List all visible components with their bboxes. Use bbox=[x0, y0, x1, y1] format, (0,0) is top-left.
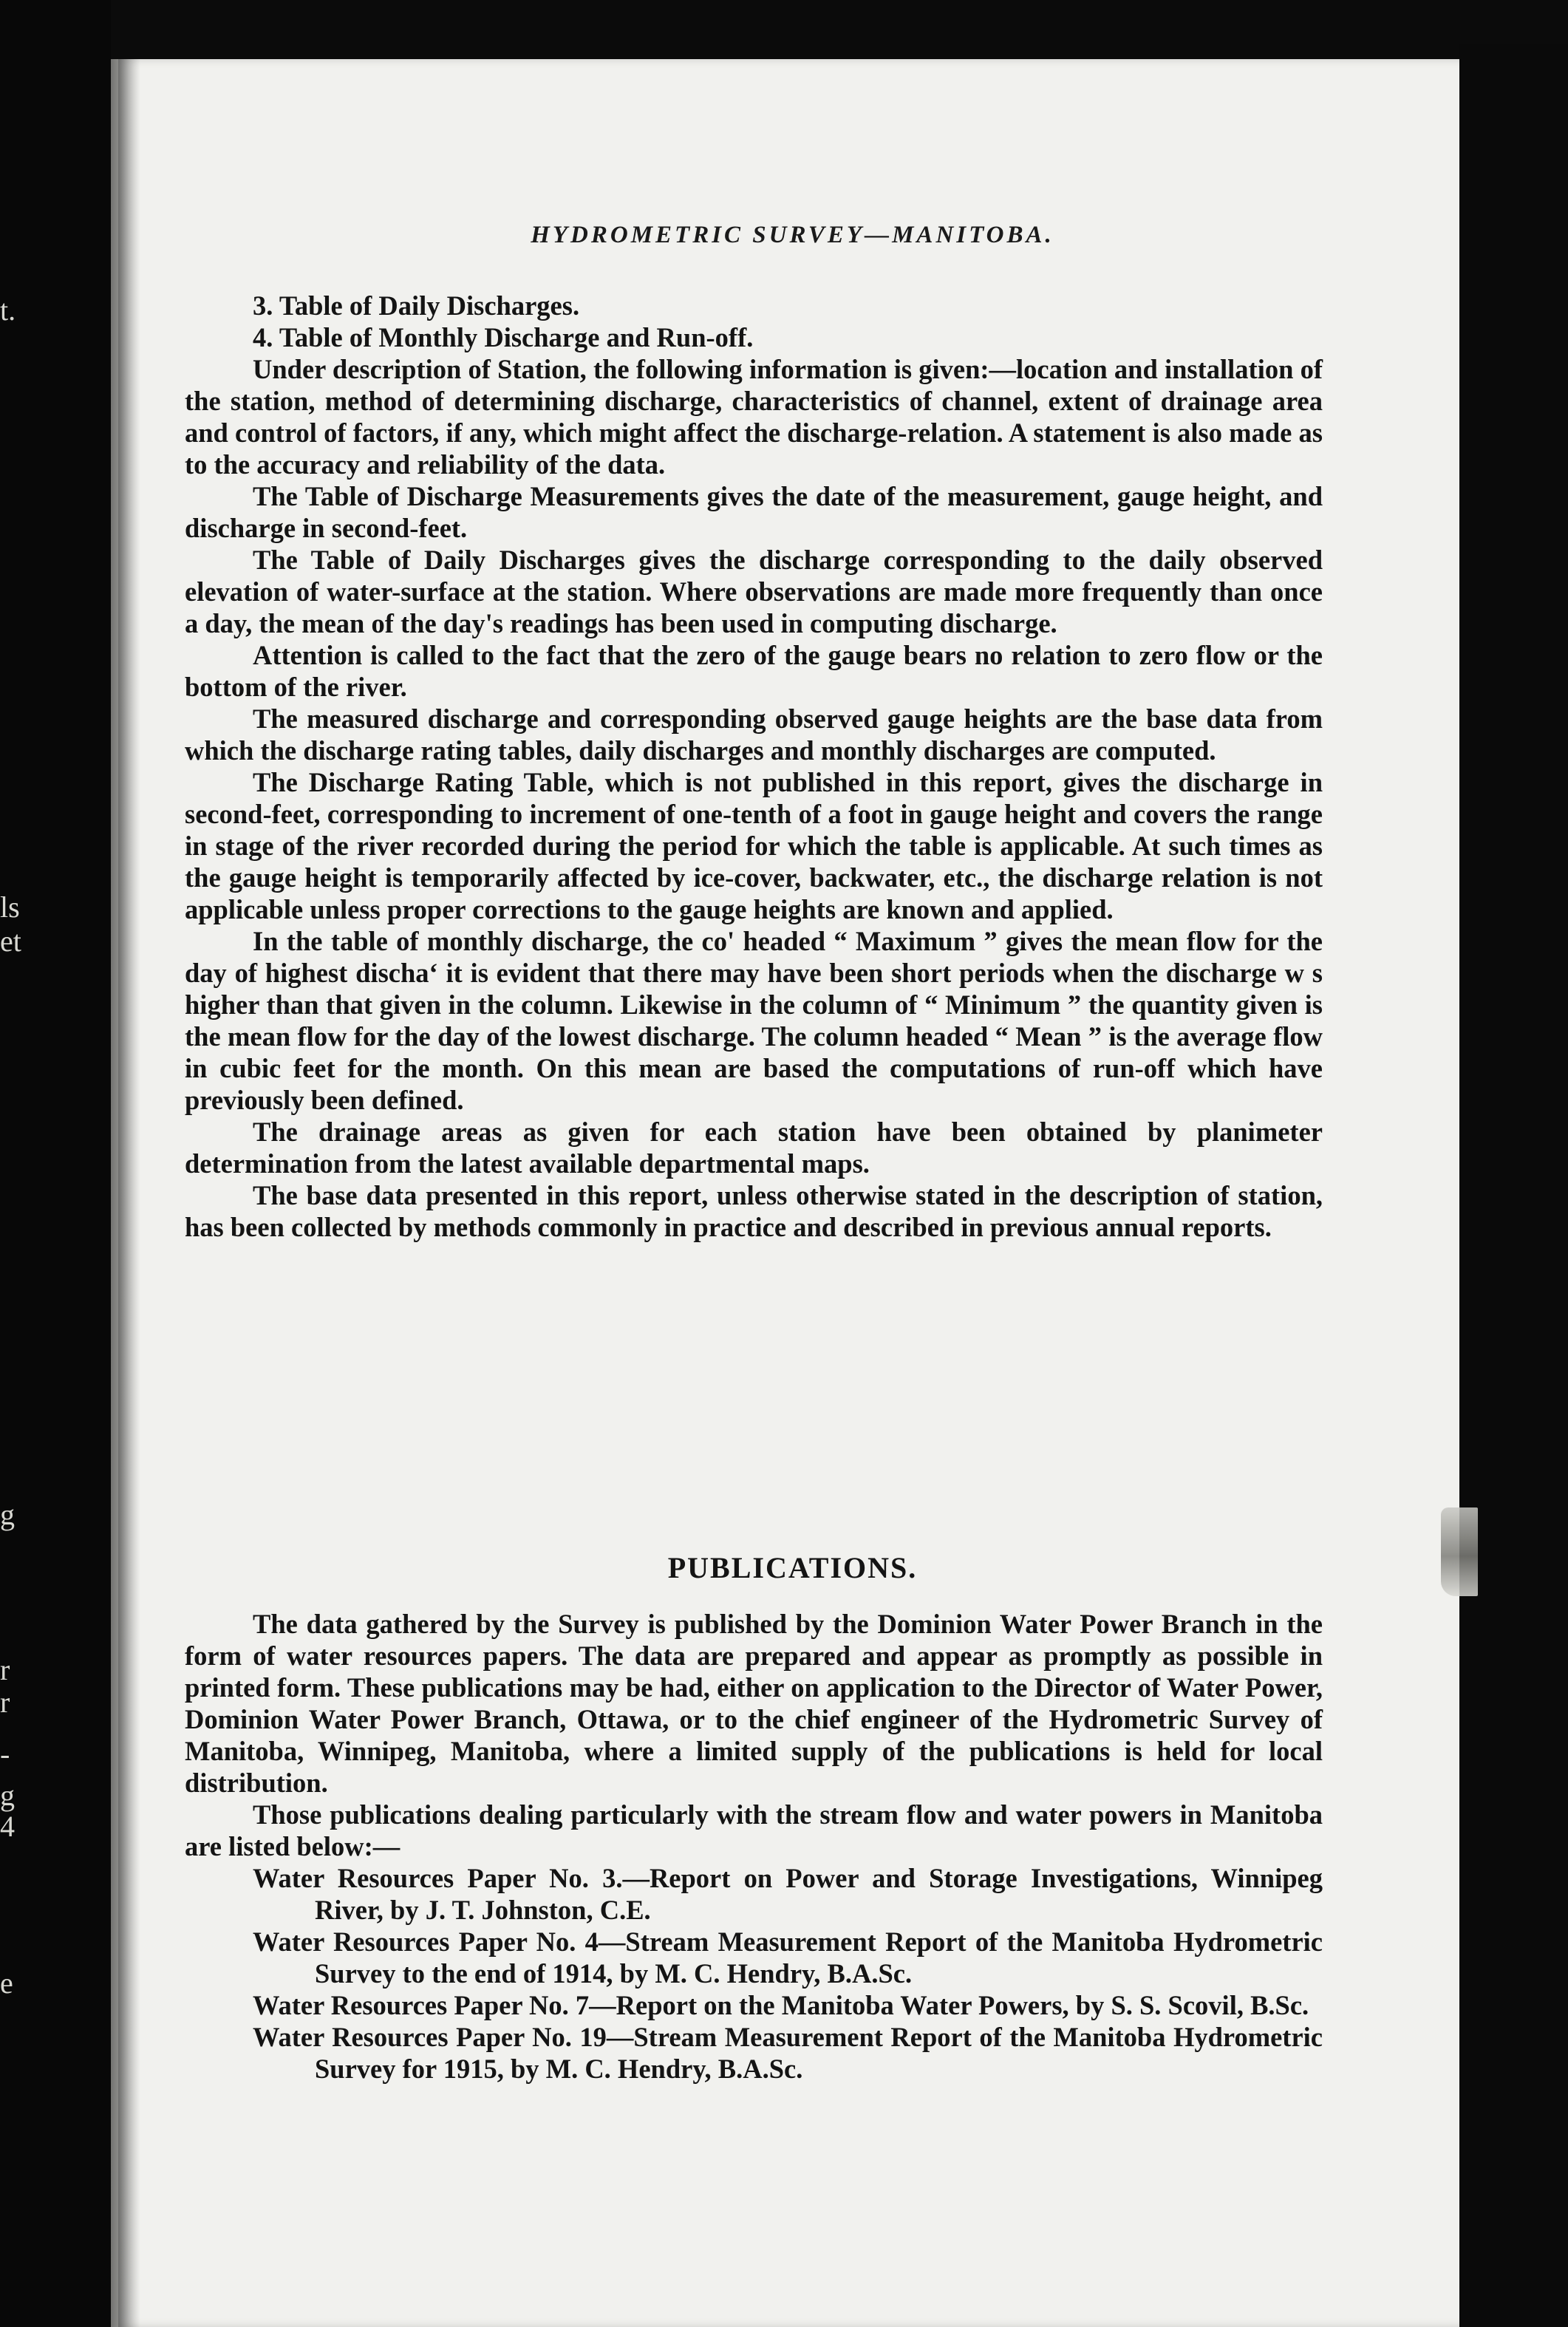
running-header: HYDROMETRIC SURVEY—MANITOBA. bbox=[531, 222, 1054, 248]
list-item: 4. Table of Monthly Discharge and Run-off. bbox=[253, 322, 754, 352]
margin-fragment: r bbox=[0, 1686, 10, 1719]
paragraph: The data gathered by the Survey is published by the Dominion Water Power Branch in the form of water resources papers. The data are prepared and appear as promptly as possible in printed form. These publications may be had, either on application to the Director of Water Power, Dominion Water Power Branch, Ottawa, or to the chief engineer of the Hydrometric Survey of Manitoba, Winnipeg, Manitoba, where a limited supply of the publications is held for local distribution. bbox=[185, 1609, 1323, 1798]
paragraph: The Discharge Rating Table, which is not published in this report, gives the discharge in second-feet, corresponding to increment of one-tenth of a foot in gauge height and covers the range in stage of the river recorded during the period for which the table is applicable. At such times as the gauge height is temporarily affected by ice-cover, backwater, etc., the discharge relation is not applicable unless proper corrections to the gauge heights are known and applied. bbox=[185, 767, 1323, 924]
paragraph: The Table of Daily Discharges gives the discharge corresponding to the daily observed elevation of water-surface at the station. Where observations are made more frequently than once a day, the mean of the day's readings has been used in computing discharge. bbox=[185, 545, 1323, 638]
page-tab-mark bbox=[1441, 1507, 1478, 1596]
margin-fragment: - bbox=[0, 1737, 10, 1771]
margin-fragment: 4 bbox=[0, 1810, 15, 1843]
paragraph: In the table of monthly discharge, the co' headed “ Maximum ” gives the mean flow for the day of highest dischaʻ it is evident that there may have been short periods when the discharge w s higher than that given in the column. Likewise in the column of “ Minimum ” the quantity given is the mean flow for the day of the lowest discharge. The column headed “ Mean ” is the average flow in cubic feet for the month. On this mean are based the computations of run-off which have previously been defined. bbox=[185, 926, 1323, 1115]
body-text bbox=[185, 290, 1323, 1243]
previous-page-edge bbox=[0, 0, 111, 2327]
paragraph: Under description of Station, the following information is given:—location and installation of the station, method of determining discharge, characteristics of channel, extent of drainage area and control of factors, if any, which might affect the discharge-relation. A statement is also made as to the accuracy and reliability of the data. bbox=[185, 354, 1323, 480]
margin-fragment: g bbox=[0, 1779, 15, 1812]
paragraph: Those publications dealing particularly with the stream flow and water powers in Manitoba are listed below:— bbox=[185, 1799, 1323, 1861]
section-title-publications: PUBLICATIONS. bbox=[667, 1551, 918, 1584]
publications-text bbox=[185, 1608, 1323, 2085]
publication-entry: Water Resources Paper No. 3.—Report on Power and Storage Investigations, Winnipeg River, by J. T. Johnston, C.E. bbox=[253, 1863, 1323, 1925]
paragraph: The base data presented in this report, unless otherwise stated in the description of station, has been collected by methods commonly in practice and described in previous annual reports. bbox=[185, 1180, 1323, 1242]
margin-fragment: r bbox=[0, 1653, 10, 1686]
margin-fragment: ls bbox=[0, 890, 20, 924]
publication-entry: Water Resources Paper No. 4—Stream Measurement Report of the Manitoba Hydrometric Survey to the end of 1914, by M. C. Hendry, B.A.Sc. bbox=[253, 1926, 1323, 1989]
margin-fragment: g bbox=[0, 1498, 15, 1531]
spine-shadow bbox=[111, 59, 140, 2327]
paragraph: The drainage areas as given for each station have been obtained by planimeter determination from the latest available departmental maps. bbox=[185, 1117, 1323, 1179]
list-item: 3. Table of Daily Discharges. bbox=[253, 290, 580, 321]
margin-fragment: t. bbox=[0, 293, 16, 327]
margin-fragment: et bbox=[0, 924, 21, 958]
paragraph: The Table of Discharge Measurements gives the date of the measurement, gauge height, and discharge in second-feet. bbox=[185, 481, 1323, 543]
publication-entry: Water Resources Paper No. 19—Stream Measurement Report of the Manitoba Hydrometric Survey for 1915, by M. C. Hendry, B.A.Sc. bbox=[253, 2022, 1323, 2084]
paragraph: The measured discharge and corresponding observed gauge heights are the base data from which the discharge rating tables, daily discharges and monthly discharges are computed. bbox=[185, 703, 1323, 766]
publication-entry: Water Resources Paper No. 7—Report on the Manitoba Water Powers, by S. S. Scovil, B.Sc. bbox=[253, 1990, 1309, 2020]
paragraph: Attention is called to the fact that the zero of the gauge bears no relation to zero flow or the bottom of the river. bbox=[185, 640, 1323, 702]
document-page bbox=[111, 59, 1467, 2327]
scan-background-edge bbox=[1459, 44, 1568, 2327]
margin-fragment: e bbox=[0, 1966, 13, 2000]
